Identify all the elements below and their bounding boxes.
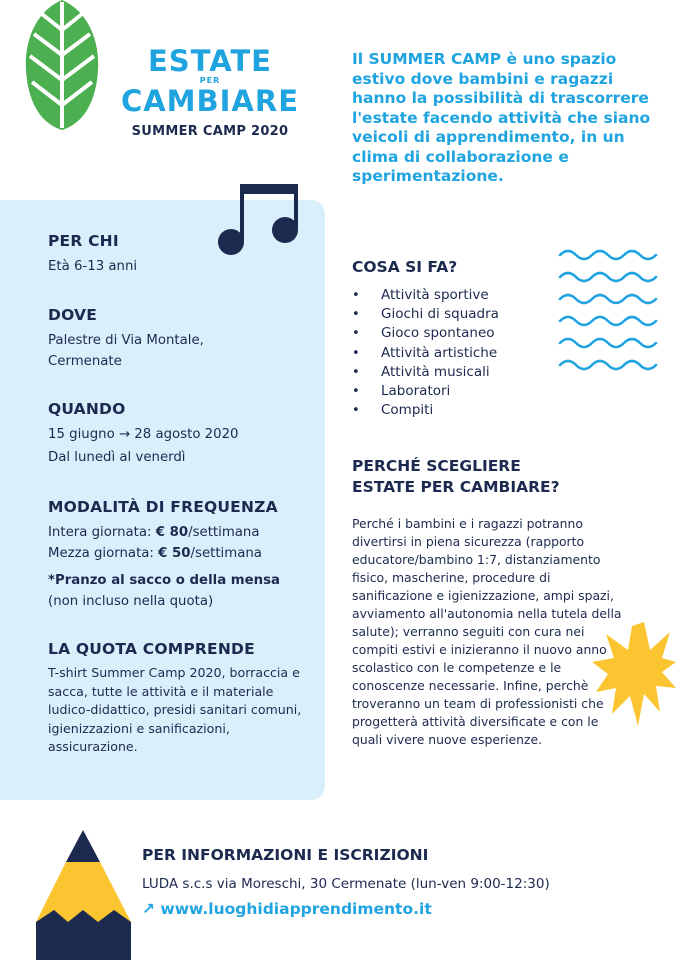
perche-title-line-2: ESTATE PER CAMBIARE? bbox=[352, 478, 560, 496]
quando-line-1: 15 giugno → 28 agosto 2020 bbox=[48, 427, 239, 442]
pranzo-note-bold: *Pranzo al sacco o della mensa bbox=[48, 573, 281, 588]
dove-line-2: Cermenate bbox=[48, 354, 122, 369]
section-modalita bbox=[48, 498, 328, 612]
arrow-up-right-icon: ↗ bbox=[142, 900, 155, 918]
mezza-label: Mezza giornata: bbox=[48, 546, 159, 561]
section-per-chi bbox=[48, 232, 318, 277]
mezza-giornata bbox=[48, 543, 328, 564]
logo-line-cambiare: CAMBIARE bbox=[120, 84, 300, 118]
website-link[interactable] bbox=[142, 900, 432, 918]
tree-icon bbox=[24, 0, 100, 132]
waves-icon bbox=[558, 245, 662, 377]
perche-title bbox=[352, 456, 652, 498]
logo-subtitle: SUMMER CAMP 2020 bbox=[131, 124, 289, 139]
dove-title: DOVE bbox=[48, 306, 98, 324]
camp-logo bbox=[110, 46, 310, 139]
mezza-price: € 50 bbox=[158, 546, 191, 561]
info-address: LUDA s.c.s via Moreschi, 30 Cermenate (lun-ven 9:00-12:30) bbox=[142, 876, 550, 892]
quota-text: T-shirt Summer Camp 2020, borraccia e sacca, tutte le attività e il materiale ludico-didattico, presidi sanitari comuni, igienizzazioni e sanificazioni, assicurazione. bbox=[48, 665, 302, 754]
pranzo-note: (non incluso nella quota) bbox=[48, 594, 214, 609]
list-item: • Attività artistiche bbox=[352, 344, 499, 363]
intera-label: Intera giornata: bbox=[48, 525, 156, 540]
intro-text: Il SUMMER CAMP è uno spazio estivo dove bambini e ragazzi hanno la possibilità di trascorrere l'estate facendo attività che siano veicoli di apprendimento, in un clima di collaborazione e sperimentazione. bbox=[352, 50, 651, 185]
info-title: PER INFORMAZIONI E ISCRIZIONI bbox=[142, 846, 429, 864]
logo-line-per: PER bbox=[199, 76, 221, 85]
section-quando bbox=[48, 400, 318, 468]
list-item: • Giochi di squadra bbox=[352, 305, 499, 324]
list-item: • Attività sportive bbox=[352, 286, 499, 305]
section-dove bbox=[48, 306, 318, 372]
modalita-title: MODALITÀ DI FREQUENZA bbox=[48, 498, 278, 516]
logo-line-estate: ESTATE bbox=[147, 44, 272, 78]
mezza-unit: /settimana bbox=[190, 546, 262, 561]
dove-line-1: Palestre di Via Montale, bbox=[48, 333, 204, 348]
list-item: • Compiti bbox=[352, 401, 499, 420]
list-item: • Attività musicali bbox=[352, 363, 499, 382]
intera-price: € 80 bbox=[155, 525, 189, 540]
quando-line-2: Dal lunedì al venerdì bbox=[48, 450, 186, 465]
intera-giornata bbox=[48, 522, 328, 543]
website-link-text: www.luoghidiapprendimento.it bbox=[160, 900, 432, 918]
intera-unit: /settimana bbox=[188, 525, 260, 540]
list-item: • Gioco spontaneo bbox=[352, 324, 499, 343]
perche-title-line-1: PERCHÉ SCEGLIERE bbox=[352, 457, 521, 475]
quota-title: LA QUOTA COMPRENDE bbox=[48, 640, 255, 658]
per-chi-title: PER CHI bbox=[48, 232, 119, 250]
pencil-icon bbox=[36, 830, 131, 960]
quando-title: QUANDO bbox=[48, 400, 126, 418]
list-item: • Laboratori bbox=[352, 382, 499, 401]
cosa-list bbox=[352, 286, 499, 420]
per-chi-text: Età 6-13 anni bbox=[48, 259, 138, 274]
perche-text: Perché i bambini e i ragazzi potranno divertirsi in piena sicurezza (rapporto educatore/bambino 1:7, distanziamento fisico, mascherine, procedure di sanificazione e igienizzazione, ampi spazi, avviamento all'autonomia nella tutela della salute); verranno seguiti con cura nei compiti estivi e inizieranno il nuovo anno scolastico con le competenze e le conoscenze necessarie. Infine, perchè troveranno un team di professionisti che progetterà attività diversificate e con le quali vivere nuove esperienze. bbox=[352, 516, 622, 747]
section-quota bbox=[48, 640, 308, 757]
sun-icon bbox=[592, 622, 676, 726]
cosa-title: COSA SI FA? bbox=[352, 258, 458, 276]
